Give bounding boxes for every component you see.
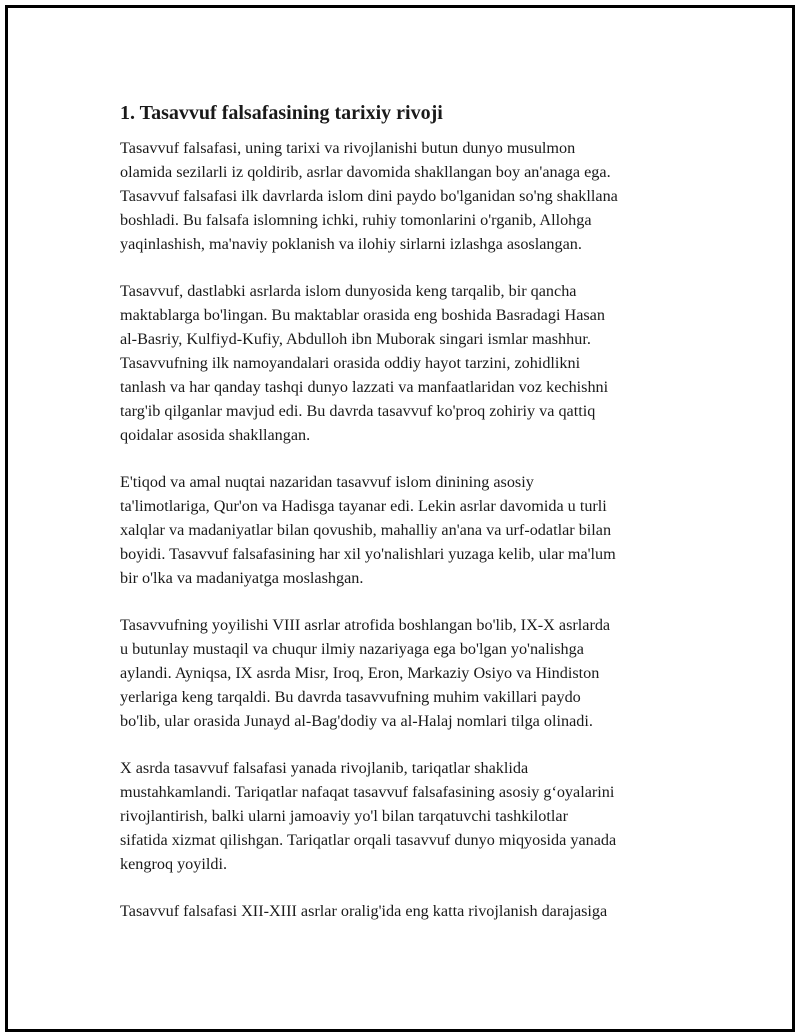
text-line: Tasavvuf falsafasi XII-XIII asrlar oralig'ida eng katta rivojlanish darajasiga: [120, 902, 608, 920]
text-line: u butunlay mustaqil va chuqur ilmiy nazariyaga ega bo'lgan yo'nalishga: [120, 640, 584, 658]
paragraph-4: [120, 613, 690, 733]
text-line: mustahkamlandi. Tariqatlar nafaqat tasavvuf falsafasining asosiy g‘oyalarini: [120, 783, 615, 801]
paragraph-2: [120, 279, 690, 447]
text-line: al-Basriy, Kulfiyd-Kufiy, Abdulloh ibn Muborak singari ismlar mashhur.: [120, 330, 591, 348]
text-line: xalqlar va madaniyatlar bilan qovushib, mahalliy an'ana va urf-odatlar bilan: [120, 521, 612, 539]
text-line: sifatida xizmat qilishgan. Tariqatlar orqali tasavvuf dunyo miqyosida yanada: [120, 831, 617, 849]
text-line: rivojlantirish, balki ularni jamoaviy yo'l bilan tarqatuvchi tashkilotlar: [120, 807, 568, 825]
text-line: olamida sezilarli iz qoldirib, asrlar davomida shakllangan boy an'anaga ega.: [120, 163, 611, 181]
text-line: maktablarga bo'lingan. Bu maktablar orasida eng boshida Basradagi Hasan: [120, 306, 605, 324]
text-line: Tasavvuf falsafasi ilk davrlarda islom dini paydo bo'lganidan so'ng shakllana: [120, 187, 618, 205]
text-line: Tasavvufning ilk namoyandalari orasida oddiy hayot tarzini, zohidlikni: [120, 354, 581, 372]
text-line: bo'lib, ular orasida Junayd al-Bag'dodiy va al-Halaj nomlari tilga olinadi.: [120, 712, 593, 730]
text-line: Tasavvufning yoyilishi VIII asrlar atrofida boshlangan bo'lib, IX-X asrlarda: [120, 616, 611, 634]
text-line: Tasavvuf, dastlabki asrlarda islom dunyosida keng tarqalib, bir qancha: [120, 282, 577, 300]
paragraph-1: [120, 136, 690, 256]
text-line: kengroq yoyildi.: [120, 855, 228, 873]
text-line: bir o'lka va madaniyatga moslashgan.: [120, 569, 364, 587]
document-body: [120, 100, 690, 946]
text-line: tanlash va har qanday tashqi dunyo lazzati va manfaatlaridan voz kechishni: [120, 378, 609, 396]
text-line: aylandi. Ayniqsa, IX asrda Misr, Iroq, Eron, Markaziy Osiyo va Hindiston: [120, 664, 600, 682]
text-line: yerlariga keng tarqaldi. Bu davrda tasavvufning muhim vakillari paydo: [120, 688, 581, 706]
paragraph-3: [120, 470, 690, 590]
text-line: ta'limotlariga, Qur'on va Hadisga tayanar edi. Lekin asrlar davomida u turli: [120, 497, 607, 515]
text-line: boshladi. Bu falsafa islomning ichki, ruhiy tomonlarini o'rganib, Allohga: [120, 211, 592, 229]
section-heading: 1. Tasavvuf falsafasining tarixiy rivoji: [120, 102, 443, 124]
text-line: E'tiqod va amal nuqtai nazaridan tasavvuf islom dinining asosiy: [120, 473, 534, 491]
text-line: qoidalar asosida shakllangan.: [120, 426, 311, 444]
paragraph-6: [120, 899, 690, 923]
text-line: boyidi. Tasavvuf falsafasining har xil yo'nalishlari yuzaga kelib, ular ma'lum: [120, 545, 616, 563]
page-border: [5, 5, 795, 1032]
paragraph-5: [120, 756, 690, 876]
text-line: X asrda tasavvuf falsafasi yanada rivojlanib, tariqatlar shaklida: [120, 759, 529, 777]
text-line: Tasavvuf falsafasi, uning tarixi va rivojlanishi butun dunyo musulmon: [120, 139, 576, 157]
text-line: yaqinlashish, ma'naviy poklanish va ilohiy sirlarni izlashga asoslangan.: [120, 235, 582, 253]
text-line: targ'ib qilganlar mavjud edi. Bu davrda tasavvuf ko'proq zohiriy va qattiq: [120, 402, 596, 420]
